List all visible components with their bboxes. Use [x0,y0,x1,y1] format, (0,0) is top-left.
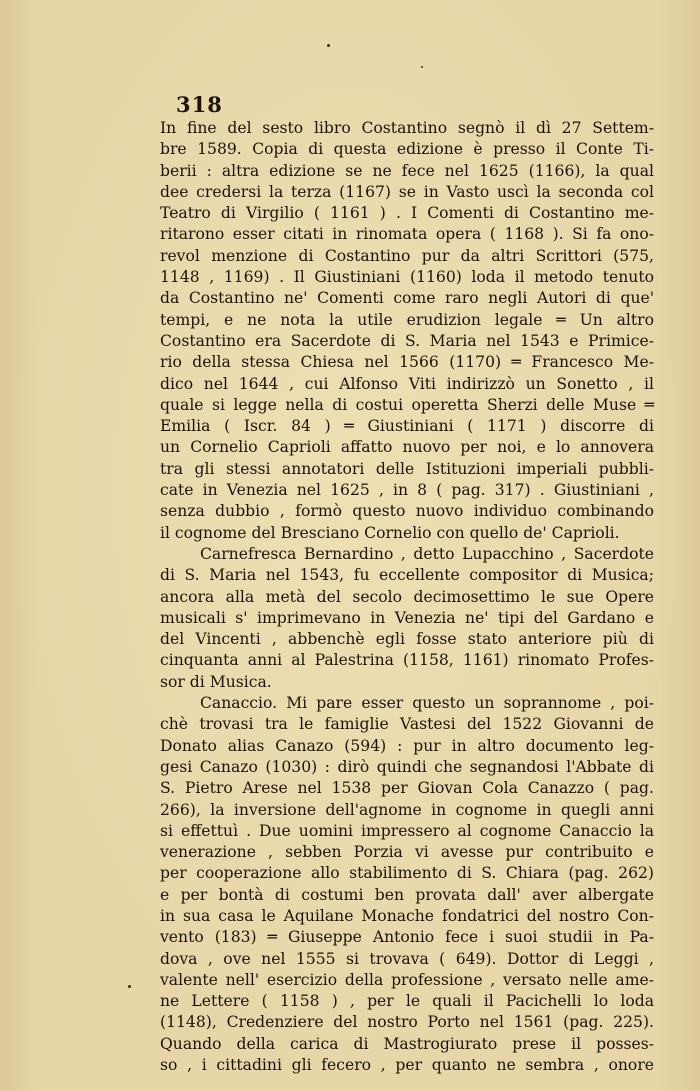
text-line: dova , ove nel 1555 si trovava ( 649). Dottor di Leggi , [160,949,654,968]
text-line: il cognome del Bresciano Cornelio con quello de' Caprioli. [160,523,620,542]
text-line: e per bontà di costumi ben provata dall' aver albergate [160,885,654,904]
text-line: di S. Maria nel 1543, fu eccellente compositor di Musica; [160,566,654,585]
text-line: del Vincenti , abbenchè egli fosse stato anteriore più di [160,630,654,649]
text-line: cinquanta anni al Palestrina (1158, 1161) rinomato Profes- [160,651,654,670]
text-line: venerazione , sebben Porzia vi avesse pur contribuito e [160,843,654,862]
text-line: Teatro di Virgilio ( 1161 ) . I Comenti di Costantino me- [160,204,654,223]
text-line: 1148 , 1169) . Il Giustiniani (1160) loda il metodo tenuto [160,268,654,287]
text-line: revol menzione di Costantino pur da altri Scrittori (575, [160,246,654,265]
ink-speck [421,66,423,68]
text-line: Quando della carica di Mastrogiurato prese il posses- [160,1034,654,1053]
text-line: tra gli stessi annotatori delle Istituzioni imperiali pubbli- [160,459,654,478]
text-line: bre 1589. Copia di questa edizione è presso il Conte Ti- [160,140,654,159]
text-line: so , i cittadini gli fecero , per quanto ne sembra , onore [160,1056,654,1075]
text-line: si effettuì . Due uomini impressero al cognome Canaccio la [160,821,654,840]
text-line: Costantino era Sacerdote di S. Maria nel 1543 e Primice- [160,331,654,350]
text-line: berii : altra edizione se ne fece nel 1625 (1166), la qual [160,161,654,180]
text-line: in sua casa le Aquilane Monache fondatrici del nostro Con- [160,906,654,925]
text-line: 266), la inversione dell'agnome in cognome in quegli anni [160,800,654,819]
text-line: S. Pietro Arese nel 1538 per Giovan Cola Canazzo ( pag. [160,779,654,798]
text-line: senza dubbio , formò questo nuovo individuo combinando [160,502,654,521]
text-line: da Costantino ne' Comenti come raro negli Autori di que' [160,289,654,308]
text-line: dee credersi la terza (1167) se in Vasto uscì la seconda col [160,182,654,201]
text-line: valente nell' esercizio della professione , versato nelle ame- [160,970,654,989]
text-line: tempi, e ne nota la utile erudizion legale ═ Un altro [160,310,654,329]
ink-speck [327,44,330,47]
text-line: un Cornelio Caprioli affatto nuovo per noi, e lo annovera [160,438,654,457]
page-number: 318 [176,92,223,117]
text-line: Canaccio. Mi pare esser questo un soprannome , poi- [200,694,654,713]
text-line: (1148), Credenziere del nostro Porto nel 1561 (pag. 225). [160,1013,654,1032]
text-line: In fine del sesto libro Costantino segnò il dì 27 Settem- [160,119,654,137]
ink-speck [128,985,131,988]
text-line: quale si legge nella di costui operetta Sherzi delle Muse ═ [160,395,654,414]
text-line: chè trovasi tra le famiglie Vastesi del 1522 Giovanni de [160,715,654,734]
text-line: vento (183) ═ Giuseppe Antonio fece i suoi studii in Pa- [160,928,654,947]
body-text [160,118,654,1076]
text-line: rio della stessa Chiesa nel 1566 (1170) ═ Francesco Me- [160,353,654,372]
text-line: musicali s' imprimevano in Venezia ne' tipi del Gardano e [160,608,654,627]
text-line: sor di Musica. [160,672,272,691]
text-line: Emilia ( Iscr. 84 ) ═ Giustiniani ( 1171 ) discorre di [160,417,654,436]
text-line: gesi Canazo (1030) : dirò quindi che segnandosi l'Abbate di [160,757,654,776]
text-line: cate in Venezia nel 1625 , in 8 ( pag. 317) . Giustiniani , [160,481,654,500]
text-line: Donato alias Canazo (594) : pur in altro documento leg- [160,736,654,755]
text-line: dico nel 1644 , cui Alfonso Viti indirizzò un Sonetto , il [160,374,654,393]
text-line: ritarono esser citati in rinomata opera ( 1168 ). Si fa ono- [160,225,654,244]
text-line: ancora alla metà del secolo decimosettimo le sue Opere [160,587,654,606]
text-line: per cooperazione allo stabilimento di S. Chiara (pag. 262) [160,864,654,883]
text-line: Carnefresca Bernardino , detto Lupacchino , Sacerdote [200,544,654,563]
text-line: ne Lettere ( 1158 ) , per le quali il Pacichelli lo loda [160,992,654,1011]
